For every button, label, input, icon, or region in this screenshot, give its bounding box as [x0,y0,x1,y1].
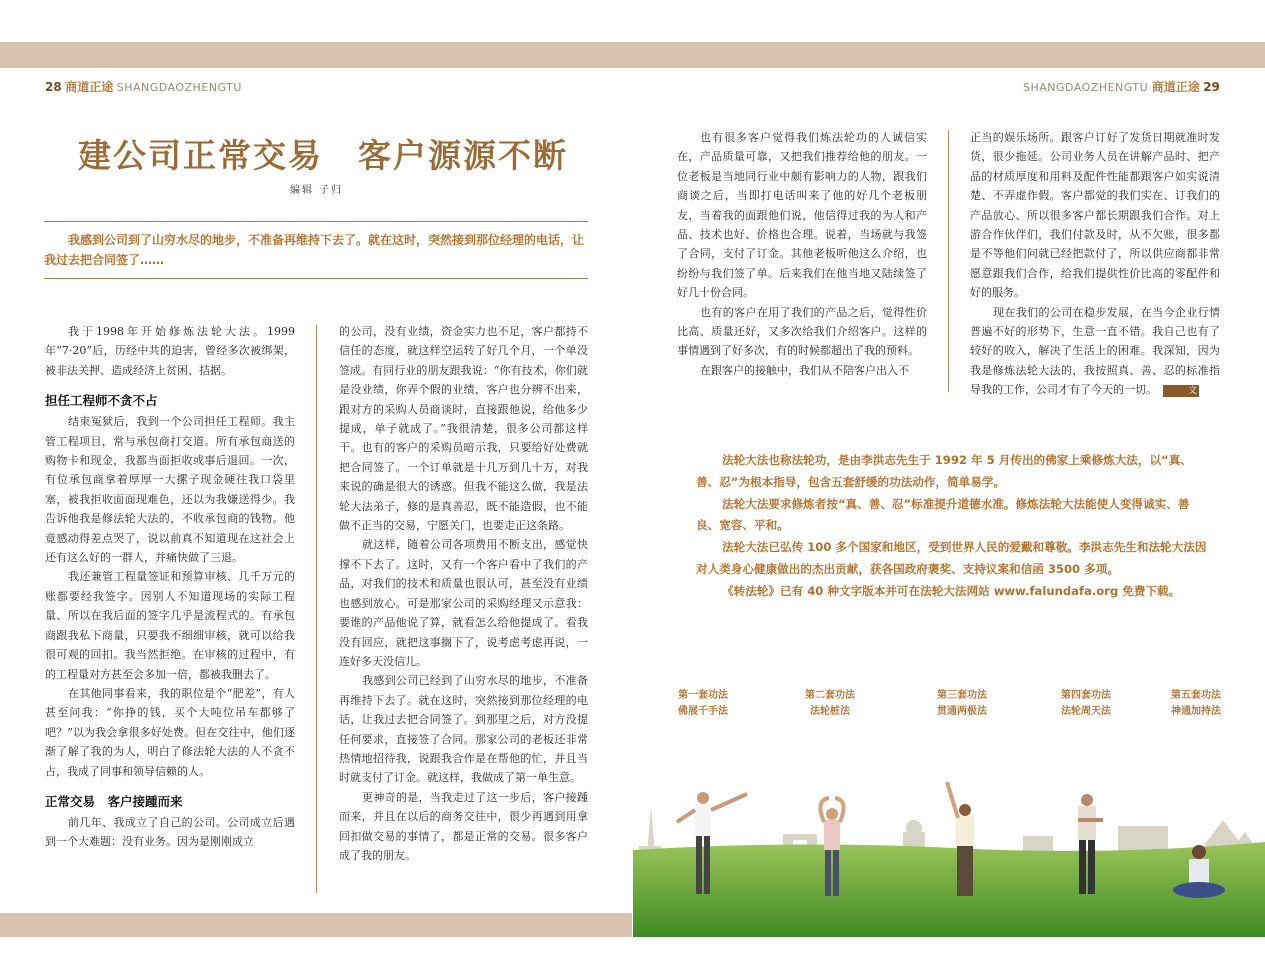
column-divider [948,130,949,392]
paragraph: 的公司，没有业绩，资金实力也不足，客户都持不信任的态度，就这样空运转了好几个月，一个单没签成。有同行业的朋友跟我说：“你有技术，你们就是没业绩，你弄个假的业绩，客户也分辨不出来，跟对方的采购人员商谈时，直接跟他说，给他多少提成，单子就成了。”我很清楚，很多公司都这样干。也有的客户的采购员暗示我，只要给好处费就把合同签了。一个订单就是十几万到几十万，对我来说的确是很大的诱惑。但我不能这么做，我是法轮大法弟子，修的是真善忍，既不能造假，也不能做不正当的交易，宁愿关门，也要走正这条路。 [339,325,588,533]
paragraph: 正当的娱乐场所。跟客户订好了发货日期就准时发货，很少拖延。公司业务人员在讲解产品时、把产品的材质厚度和用料及配件性能都跟客户如实说清楚、不弄虚作假。客户都觉的我们实在、订我们的产品放心、所以很多客户都长期跟我们合作。对上游合作伙伴们，我们付款及时，从不欠账，很多都是不等他们问就已经把款付了，所以供应商都非常愿意跟我们合作，给我们提供性价比高的零配件和好的服务。 [970,131,1220,300]
column-title: 商道正途 [1151,80,1200,94]
article-title: 建公司正常交易 客户源源不断 [78,136,568,175]
paragraph: 更神奇的是，当我走过了这一步后，客户接踵而来，并且在以后的商务交往中，很少再遇到用拿回扣做交易的事情了，都是正常的交易。很多客户成了我的朋友。 [339,790,588,862]
article-column-2 [339,322,588,865]
exercise-photo-illustration [633,776,1265,937]
paragraph: 前几年、我成立了自己的公司。公司成立后遇到一个大难题：没有业务。因为是刚刚成立 [45,815,295,849]
article-column-4 [970,128,1220,400]
exercise-name: 贯通两极法 [937,706,987,717]
falun-dafa-intro [696,450,1208,603]
exercise-number: 第二套功法 [805,690,855,701]
intro-paragraph: 法轮大法也称法轮功，是由李洪志先生于 1992 年 5 月传出的佛家上乘修炼大法，以“真、善、忍”为根本指导，包含五套舒缓的功法动作，简单易学。 [696,453,1192,489]
editor-credit: 编辑 子归 [290,185,344,196]
page-header-right [1023,78,1220,95]
paragraph-text: 现在我们的公司在稳步发展，在当今企业行情普遍不好的形势下，生意一直不错。我自己也有了较好的收入，解决了生活上的困难。我深知，因为我是修炼法轮大法的，我按照真、善、忍的标准指导我的工作，公司才有了今天的一切。 [970,305,1220,397]
bottom-band [0,913,632,937]
paragraph: 就这样，随着公司各项费用不断支出，感觉快撑不下去了。这时，又有一个客户看中了我们的产品，对我们的技术和质量也很认可，甚至没有业绩也感到放心。可是那家公司的采购经理又示意我：要谁的产品他说了算，就看怎么给他提成了。看我没有回应，就把这事搁下了，说考虑考虑再说，一连好多天没信儿。 [339,538,588,668]
exercise-number: 第五套功法 [1171,690,1221,701]
section-heading: 正常交易 客户接踵而来 [45,793,183,809]
exercise-name: 法轮桩法 [810,706,850,717]
exercise-name: 法轮周天法 [1061,706,1111,717]
exercise-name: 神通加持法 [1171,706,1221,717]
intro-paragraph: 《转法轮》已有 40 种文字版本并可在法轮大法网站 www.falundafa.org 免费下载。 [722,583,1181,598]
paragraph: 也有的客户在用了我们的产品之后，觉得性价比高、质量还好，又多次给我们介绍客户。这样的事情遇到了好多次，有的时候都超出了我的预料。 [677,305,927,358]
page-number: 28 [45,80,62,94]
exercise-number: 第一套功法 [678,690,728,701]
pull-quote [44,221,588,279]
column-title-en: SHANGDAOZHENGTU [1023,81,1149,94]
pull-quote-text: 我感到公司到了山穷水尽的地步，不准备再维持下去了。就在这时，突然接到那位经理的电话，让我过去把合同签了…… [44,233,585,267]
exercise-number: 第三套功法 [937,690,987,701]
paragraph: 我感到公司已经到了山穷水尽的地步，不准备再维持下去了。就在这时，突然接到那位经理的电话，让我过去把合同签了。到那里之后，对方没提任何要求，直接签了合同。那家公司的老板还非常热情地招待我，说跟我合作是在帮他的忙，并且当时就支付了订金。就这样，我做成了第一单生意。 [339,674,588,785]
exercise-caption-4 [1061,688,1111,720]
intro-paragraph: 法轮大法要求修炼者按“真、善、忍”标准提升道德水准。修炼法轮大法能使人变得诚实、善良、宽容、平和。 [696,496,1190,533]
paragraph: 在其他同事看来，我的职位是个“肥差”，有人甚至问我：“你挣的钱，买个大吨位吊车都够了吧？”以为我会拿很多好处费。但在交往中，他们逐渐了解了我的为人，明白了修法轮大法的人不贪不占，我成了同事和领导信赖的人。 [45,686,295,778]
paragraph [970,303,1220,400]
page-number: 29 [1203,80,1220,94]
top-band [0,42,1265,68]
section-heading: 担任工程师不贪不占 [45,393,158,409]
column-title-en: SHANGDAOZHENGTU [116,81,242,94]
paragraph: 我还兼管工程量签证和预算审核、几千万元的账都要经我签字。因别人不知道现场的实际工程量、所以在我后面的签字几乎是流程式的。有承包商跟我私下商量，只要我不细细审核，就可以给我很可观的回扣。我当然拒绝。在审核的过程中，有的工程量对方甚至会多加一倍，都被我删去了。 [45,570,295,681]
paragraph: 我于1998年开始修炼法轮大法。1999年“7·20”后，历经中共的迫害，曾经多次被绑架，被非法关押、造成经济上贫困、拮据。 [45,325,295,377]
exercise-caption-1 [678,688,728,720]
exercise-caption-5 [1171,688,1221,720]
column-title: 商道正途 [65,80,114,94]
exercise-name: 佛展千手法 [678,706,728,717]
exercise-photo [633,776,1265,937]
article-column-1 [45,322,295,852]
page-header-left [45,78,242,95]
exercise-caption-2 [805,688,855,720]
exercise-caption-3 [937,688,987,720]
article-column-3 [677,128,927,380]
end-mark-icon: 文 [1163,385,1199,397]
paragraph: 结束冤狱后，我到一个公司担任工程师。我主管工程项目，常与承包商打交道。所有承包商送的购物卡和现金，我都当面拒收或事后退回。一次，有位承包商拿着厚厚一大摞子现金硬往我口袋里塞，被我拒收面面现难色，还以为我嫌送得少。我告诉他我是修法轮大法的，不收承包商的钱物。他竟感动得差点哭了，说以前真不知道现在这社会上还有这么好的一群人，并痛快做了三退。 [45,415,295,565]
column-divider [316,325,317,893]
exercise-number: 第四套功法 [1061,690,1111,701]
intro-paragraph: 法轮大法已弘传 100 多个国家和地区，受到世界人民的爱戴和尊敬。李洪志先生和法轮大法因对人类身心健康做出的杰出贡献，获各国政府褒奖、支持议案和信函 3500 多项。 [696,540,1207,576]
paragraph: 在跟客户的接触中，我们从不陪客户出入不 [700,363,909,377]
paragraph: 也有很多客户觉得我们炼法轮功的人诚信实在，产品质量可靠，又把我们推荐给他的朋友。一位老板是当地同行业中颇有影响力的人物，跟我们商谈之后，当即打电话叫来了他的好几个老板朋友，当着我的面跟他们说，他信得过我的为人和产品、技术也好、价格也合理。说着，当场就与我签了合同，支付了订金。其他老板听他这么介绍，也纷纷与我们签了单。后来我们在他当地又陆续签了好几十份合同。 [677,131,927,300]
